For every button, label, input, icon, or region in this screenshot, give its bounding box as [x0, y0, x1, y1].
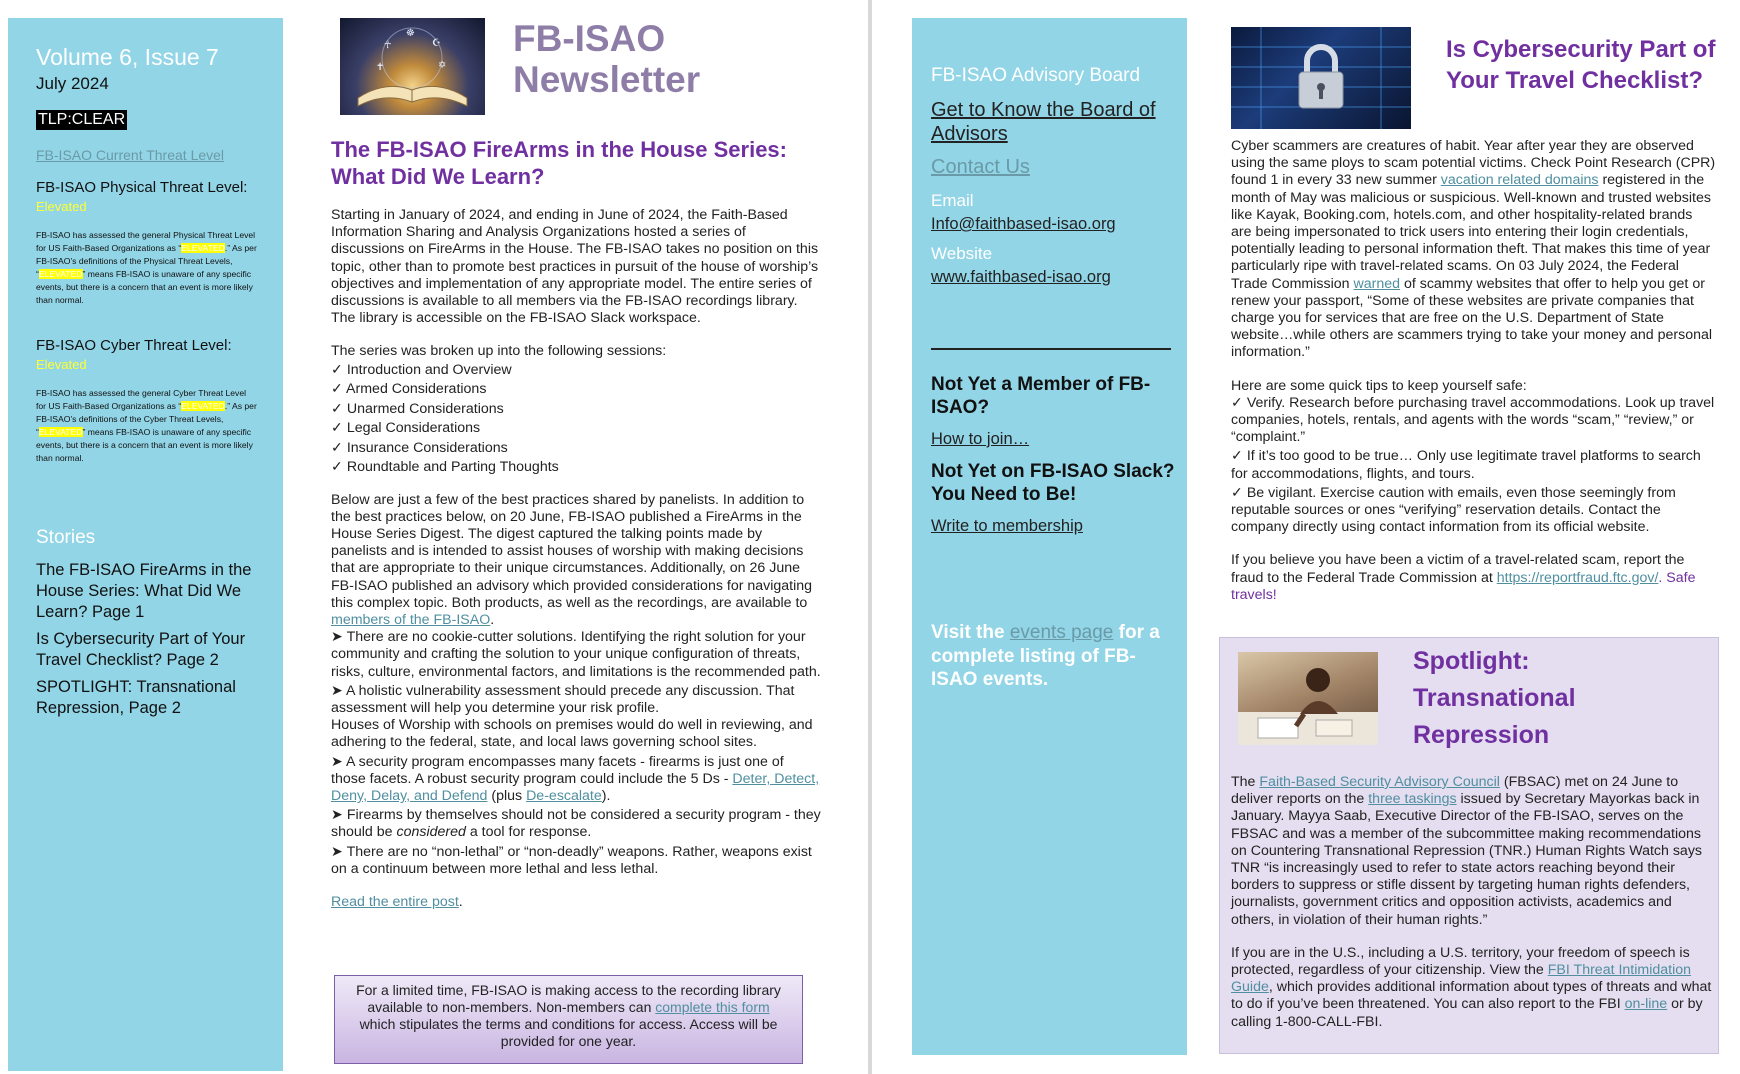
events-promo: Visit the events page for a complete listing of FB-ISAO events. [931, 622, 1160, 690]
spotlight-body [1231, 774, 1716, 1047]
three-taskings-link[interactable]: three taskings [1368, 791, 1457, 808]
physical-threat-heading: FB-ISAO Physical Threat Level: [36, 179, 248, 196]
spotlight-para-2: If you are in the U.S., including a U.S. territory, your freedom of speech is protected, regardless of your citizenship. View the FBI Threat Intimidation Guide, which provides additional information about types of threats and what to do if you’ve been threatened. You can also report to the FBI on-line or by calling 1-800-CALL-FBI. [1231, 944, 1712, 1030]
sidebar-rule [931, 348, 1171, 350]
cyber-threat-heading: FB-ISAO Cyber Threat Level: [36, 337, 232, 354]
session-item: ✓ Insurance Considerations [331, 439, 508, 456]
best-practice-2b: Houses of Worship with schools on premises would do well in reviewing, and adhering to the federal, state, and local laws governing school sites. [331, 717, 813, 751]
membership-heading: Not Yet a Member of FB-ISAO? [931, 374, 1151, 418]
stories-list [36, 560, 274, 719]
sidebar-page-2 [912, 18, 1187, 1055]
physical-threat-description: FB-ISAO has assessed the general Physical Threat Level for US Faith-Based Organizations as “ELEVATED.” As per FB-ISAO’s definitions of the Physical Threat Levels, “ELEVATED” means FB-ISAO is unaware of any specific events, but there is a concern that an event is more likely than normal. [36, 230, 257, 305]
cyber-article-body [1231, 138, 1716, 604]
session-item: ✓ Introduction and Overview [331, 361, 512, 378]
best-practice-5: ➤ There are no “non-lethal” or “non-deadly” weapons. Rather, weapons exist on a continuum between more lethal and less lethal. [331, 843, 812, 877]
stories-heading: Stories [36, 527, 96, 548]
complete-form-link[interactable]: complete this form [655, 999, 770, 1015]
article-body [331, 207, 821, 911]
spotlight-title: Spotlight: Transnational Repression [1413, 647, 1576, 749]
tip-too-good: ✓ If it’s too good to be true… Only use legitimate travel platforms to search for accommodations, flights, and tours. [1231, 448, 1701, 482]
tips-intro: Here are some quick tips to keep yourself safe: [1231, 377, 1527, 394]
website-label: Website [931, 244, 993, 263]
best-practice-3: ➤ A security program encompasses many facets - firearms is just one of those facets. A robust security program could include the 5 Ds - Deter, Detect, Deny, Delay, and Defend (plus De-escalate). [331, 753, 820, 805]
session-item: ✓ Roundtable and Parting Thoughts [331, 459, 559, 476]
vacation-domains-link[interactable]: vacation related domains [1440, 172, 1599, 189]
contact-us-link[interactable]: Contact Us [931, 156, 1030, 178]
tip-verify: ✓ Verify. Research before purchasing travel accommodations. Look up travel companies, hotels, rentals, and agents with the words “scam,” “review,” or “complaint.” [1231, 394, 1715, 446]
recording-access-callout [334, 975, 803, 1064]
fbsac-link[interactable]: Faith-Based Security Advisory Council [1259, 774, 1500, 790]
current-threat-link[interactable]: FB-ISAO Current Threat Level [36, 147, 225, 163]
volume-issue: Volume 6, Issue 7 [36, 44, 219, 70]
email-label: Email [931, 191, 974, 210]
story-item[interactable]: SPOTLIGHT: Transnational Repression, Page 2 [36, 678, 236, 717]
session-item: ✓ Unarmed Considerations [331, 400, 504, 417]
bible-illustration [340, 18, 485, 115]
padlock-illustration [1231, 27, 1411, 129]
tlp-badge: TLP:CLEAR [38, 111, 126, 128]
ftc-warned-link[interactable]: warned [1353, 275, 1401, 292]
fbi-online-link[interactable]: on-line [1624, 996, 1668, 1013]
article-title: The FB-ISAO FireArms in the House Series: What Did We Learn? [331, 137, 787, 189]
svg-text:☥: ☥ [384, 40, 392, 51]
svg-text:☪: ☪ [432, 38, 441, 49]
members-link[interactable]: members of the FB-ISAO [331, 612, 491, 629]
bible-zodiac-image [340, 18, 485, 115]
cyber-intro: Cyber scammers are creatures of habit. Year after year they are observed using the same ploys to scam potential victims. Check Point Research (CPR) found 1 in every 33 new summer vacation related domains registered in the month of May was malicious or suspicious. Well-known and trusted websites like Kayak, Booking.com, hotels.com, and other hospitality-related brands are being impersonated to trick users into entering their login credentials, potentially leading to personal information theft. That makes this time of year particularly ripe with travel-related scams. On 03 July 2024, the Federal Trade Commission warned of scammy websites that offer to help you get or renew your passport, “Some of these websites are private companies that charge you for services that are free on the U.S. Department of State website…while others are scammers trying to take your money and personal information.” [1231, 138, 1716, 361]
story-item[interactable]: The FB-ISAO FireArms in the House Series: What Did We Learn? Page 1 [36, 561, 252, 621]
fbi-guide-link[interactable]: FBI Threat Intimidation Guide [1231, 962, 1692, 996]
cyber-lock-image [1231, 27, 1411, 129]
article-intro: Starting in January of 2024, and ending in June of 2024, the Faith-Based Information Sharing and Analysis Organizations hosted a series of discussions on FireArms in the House. The FB-ISAO takes no position on this topic, other than to promote best practices in pursuit of the house of worship’s objectives and implementation of any appropriate model. The entire series of discussions is available to all members via the FB-ISAO recordings library. The library is accessible on the FB-ISAO Slack workspace. [331, 207, 819, 327]
de-escalate-link[interactable]: De-escalate [526, 788, 602, 805]
write-membership-link[interactable]: Write to membership [931, 517, 1083, 535]
cyber-threat-level: Elevated [36, 357, 87, 372]
session-item: ✓ Armed Considerations [331, 381, 487, 398]
masthead-title: FB-ISAO Newsletter [513, 18, 701, 100]
story-item[interactable]: Is Cybersecurity Part of Your Travel Checklist? Page 2 [36, 630, 246, 669]
website-link[interactable]: www.faithbased-isao.org [931, 268, 1111, 286]
sessions-intro: The series was broken up into the following sessions: [331, 343, 667, 360]
cyber-article-title: Is Cybersecurity Part of Your Travel Checklist? [1446, 36, 1716, 94]
read-more: Read the entire post. [331, 894, 463, 911]
physical-threat-level: Elevated [36, 199, 87, 214]
best-practice-4: ➤ Firearms by themselves should not be considered a security program - they should be considered a tool for response. [331, 807, 821, 841]
svg-text:✝: ✝ [376, 62, 385, 73]
slack-heading: Not Yet on FB-ISAO Slack? You Need to Be! [931, 461, 1175, 505]
email-link[interactable]: Info@faithbased-isao.org [931, 215, 1116, 233]
issue-date: July 2024 [36, 74, 109, 93]
spotlight-para-1: The Faith-Based Security Advisory Council (FBSAC) met on 24 June to deliver reports on the three taskings issued by Secretary Mayorkas back in January. Mayya Saab, Executive Director of the FB-ISAO, serves on the FBSAC and was a member of the subcommittee making recommendations on Countering Transnational Repression (TNR.) Human Rights Watch says TNR “is increasingly used to refer to state actors reaching beyond their borders to suppress or stifle dissent by targeting human rights defenders, journalists, government critics and opposition activists, academics and others, in violation of their human rights.” [1231, 774, 1703, 928]
read-entire-post-link[interactable]: Read the entire post [331, 894, 459, 911]
svg-text:☸: ☸ [406, 28, 415, 39]
sidebar-page-1 [8, 18, 283, 1071]
board-of-advisors-link[interactable]: Get to Know the Board of Advisors [931, 99, 1156, 145]
svg-text:✡: ✡ [438, 60, 447, 71]
person-at-desk-illustration [1238, 652, 1378, 745]
how-to-join-link[interactable]: How to join… [931, 430, 1030, 448]
best-practices-intro: Below are just a few of the best practices shared by panelists. In addition to the best practices below, on 20 June, FB-ISAO published a FireArms in the House Series Digest. The digest captured the talking points made by panelists and is intended to assist houses of worship with making decisions that are appropriate to their unique circumstances. Additionally, on 26 June FB-ISAO published an advisory which provided considerations for navigating this complex topic. Both products, as well as the recordings, are available to members of the FB-ISAO. [331, 491, 813, 629]
reportfraud-link[interactable]: https://reportfraud.ftc.gov/ [1496, 569, 1659, 586]
spotlight-photo [1238, 652, 1378, 745]
sessions-list [331, 361, 821, 478]
session-item: ✓ Legal Considerations [331, 420, 481, 437]
events-page-link[interactable]: events page [1009, 622, 1114, 643]
report-fraud: If you believe you have been a victim of a travel-related scam, report the fraud to the Federal Trade Commission at https://reportfraud.ftc.gov/. Safe travels! [1231, 552, 1696, 603]
best-practice-2: ➤ A holistic vulnerability assessment should precede any discussion. That assessment will help you determine your risk profile. [331, 682, 795, 717]
cyber-threat-description: FB-ISAO has assessed the general Cyber Threat Level for US Faith-Based Organizations as “ELEVATED.” As per FB-ISAO’s definitions of the Cyber Threat Levels, “ELEVATED” means FB-ISAO is unaware of any specific events, but there is a concern that an event is more likely than normal. [36, 388, 257, 463]
five-ds-link[interactable]: Deter, Detect, Deny, Delay, and Defend [331, 770, 820, 805]
tip-vigilant: ✓ Be vigilant. Exercise caution with emails, even those seemingly from reputable sources or ones “verifying” reservation details. Contact the company directly using contact information from its official website. [1231, 484, 1676, 536]
advisory-board-heading: FB-ISAO Advisory Board [931, 65, 1141, 86]
best-practice-1: ➤ There are no cookie-cutter solutions. Identifying the right solution for your community and crafting the solution to your unique configuration of threats, risks, culture, environmental factors, and limitations is the recommended path. [331, 629, 821, 680]
callout-text: For a limited time, FB-ISAO is making access to the recording library available to non-members. Non-members can complete this form which stipulates the terms and conditions for access. Access will be provided for one year. [356, 982, 781, 1049]
